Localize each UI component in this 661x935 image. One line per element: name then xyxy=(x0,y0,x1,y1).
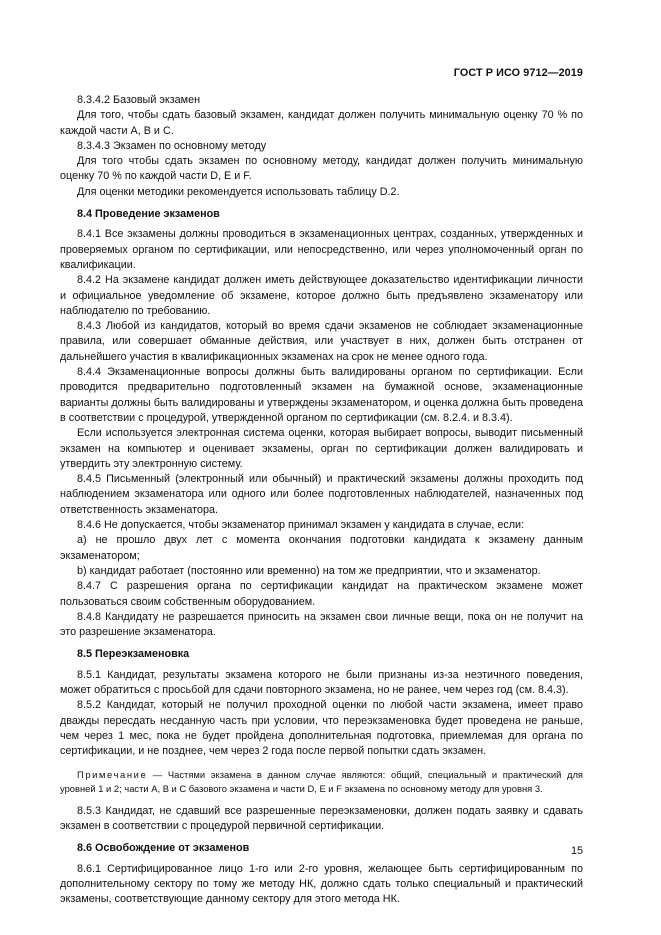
page-number: 15 xyxy=(570,845,583,857)
note xyxy=(60,768,583,795)
clause-8-5-2: 8.5.2 Кандидат, который не получил проходной оценки по любой части экзамена, имеет право дважды пересдать несданную часть при условии, что переэкзаменовка будет проведена не раньше, чем через 1 мес, пока не будет пройдена дополнительная подготовка, приемлемая для органа по сертификации, и не позднее, чем через 2 года после первой попытки сдать экзамен. xyxy=(60,699,583,758)
clause-8-3-4-3-title: 8.3.4.3 Экзамен по основному методу xyxy=(77,139,267,152)
clause-8-4-6-item-b: b) кандидат работает (постоянно или временно) на том же предприятии, что и экзаменатор. xyxy=(77,564,541,577)
clause-8-6-1: 8.6.1 Сертифицированное лицо 1-го или 2-го уровня, желающее быть сертифицированным по дополнительному сектору по тому же методу НК, должно сдать только специальный и практический экзамены, соответствующие данному сектору для этого метода НК. xyxy=(60,862,583,906)
clause-8-5-1: 8.5.1 Кандидат, результаты экзамена которого не были признаны из-за неэтичного поведения, может обратиться с просьбой для сдачи повторного экзамена, но не ранее, чем через год (см. 8.4.3). xyxy=(60,668,583,696)
clause-8-4-3: 8.4.3 Любой из кандидатов, который во время сдачи экзаменов не соблюдает экзаменационные правила, или совершает обманные действия, или участвует в них, должен быть отстранен от дальнейшего участия в квалификационных экзаменах на срок не менее одного года. xyxy=(60,320,583,363)
section-8-5-heading: 8.5 Переэкзаменовка xyxy=(77,648,190,661)
section-8-6-heading: 8.6 Освобождение от экзаменов xyxy=(77,842,250,855)
clause-8-4-6: 8.4.6 Не допускается, чтобы экзаменатор принимал экзамен у кандидата в случае, если: xyxy=(77,519,525,532)
clause-8-4-7: 8.4.7 С разрешения органа по сертификации кандидат на практическом экзамене может пользоваться своим собственным оборудованием. xyxy=(60,580,583,608)
clause-8-4-6-item-a: а) не прошло двух лет с момента окончания подготовки кандидата к экзамену данным экзаменатором; xyxy=(60,534,583,562)
clause-8-3-4-3-text: Для того чтобы сдать экзамен по основному методу, кандидат должен получить минимальную оценку 70 % по каждой части D, Е и F. xyxy=(60,155,583,183)
clause-8-3-4-2-text: Для того, чтобы сдать базовый экзамен, кандидат должен получить минимальную оценку 70 % по каждой части А, В и С. xyxy=(60,109,583,137)
clause-8-4-5: 8.4.5 Письменный (электронный или обычный) и практический экзамены должны проходить под наблюдением экзаменатора или одного или более подготовленных наблюдателей, назначенных под ответственность экзаменатора. xyxy=(60,473,583,516)
clause-8-4-1: 8.4.1 Все экзамены должны проводиться в экзаменационных центрах, созданных, утвержденных и проверяемых органом по сертификации, или непосредственно, или через уполномоченный орган по квалификации. xyxy=(60,228,583,271)
clause-8-4-8: 8.4.8 Кандидату не разрешается приносить на экзамен свои личные вещи, пока он не получит на это разрешение экзаменатора. xyxy=(60,610,583,639)
document-header: ГОСТ Р ИСО 9712—2019 xyxy=(453,67,583,79)
document-body xyxy=(60,93,583,907)
clause-8-3-4-2-title: 8.3.4.2 Базовый экзамен xyxy=(77,94,201,106)
clause-8-5-3: 8.5.3 Кандидат, не сдавший все разрешенные переэкзаменовки, должен подать заявку и сдавать экзамен в соответствии с процедурой первичной сертификации. xyxy=(60,804,583,832)
section-8-4-heading: 8.4 Проведение экзаменов xyxy=(77,208,220,221)
clause-8-4-2: 8.4.2 На экзамене кандидат должен иметь действующее доказательство идентификации личности и официальное уведомление об экзамене, которое должно быть предъявлено экзаменатору или наблюдателю по требованию. xyxy=(60,274,583,317)
clause-8-3-4-3-table-ref: Для оценки методики рекомендуется использовать таблицу D.2. xyxy=(77,185,400,198)
clause-8-4-4: 8.4.4 Экзаменационные вопросы должны быть валидированы органом по сертификации. Если проводится предварительно подготовленный экзамен на бумажной основе, экзаменационные варианты должны быть валидированы и утверждены экзаменатором, и оценка должна быть проведена в соответствии с процедурой, утвержденной органом по сертификации (см. 8.2.4. и 8.3.4). xyxy=(60,366,583,424)
note-label: Примечание xyxy=(77,769,148,781)
clause-8-4-4-electronic: Если используется электронная система оценки, которая выбирает вопросы, выводит письменный экзамен на компьютер и оценивает экзамены, орган по сертификации должен валидировать и утвердить эту электронную систему. xyxy=(60,427,583,470)
note-text: — Частями экзамена в данном случае являются: общий, специальный и практический для уровней 1 и 2; части А, В и С базового экзамена и части D, Е и F экзамена по основному методу для уровня 3. xyxy=(60,769,583,795)
